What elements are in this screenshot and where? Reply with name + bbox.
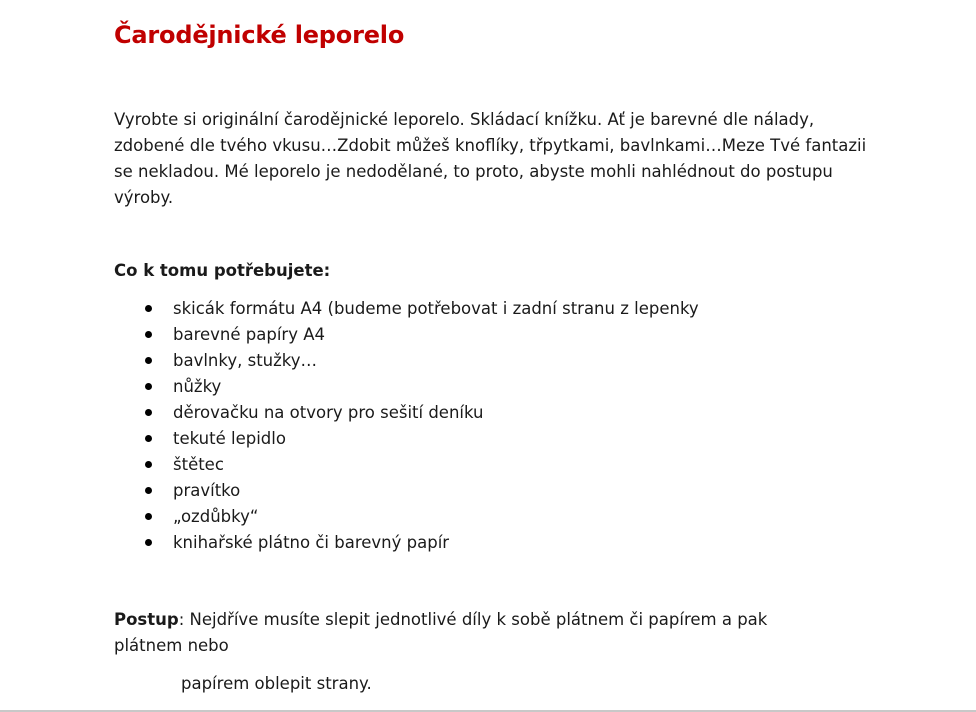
list-item-text: skicák formátu A4 (budeme potřebovat i zadní stranu z lepenky xyxy=(173,299,699,318)
bullet-icon xyxy=(145,357,152,364)
list-item-text: barevné papíry A4 xyxy=(173,325,325,344)
bullet-icon xyxy=(145,331,152,338)
bullet-icon xyxy=(145,409,152,416)
list-item xyxy=(114,322,699,348)
bullet-icon xyxy=(145,487,152,494)
procedure-paragraph xyxy=(114,607,834,659)
list-item-text: „ozdůbky“ xyxy=(173,507,259,526)
procedure-text: : Nejdříve musíte slepit jednotlivé díly k sobě plátnem či papírem a pak plátnem nebo xyxy=(114,610,768,655)
list-item-text: děrovačku na otvory pro sešití deníku xyxy=(173,403,484,422)
list-item xyxy=(114,400,699,426)
list-item xyxy=(114,296,699,322)
bullet-icon xyxy=(145,305,152,312)
list-item xyxy=(114,374,699,400)
list-item xyxy=(114,530,699,556)
list-item-text: pravítko xyxy=(173,481,241,500)
list-item xyxy=(114,452,699,478)
list-item xyxy=(114,504,699,530)
list-item xyxy=(114,348,699,374)
list-item-text: nůžky xyxy=(173,377,222,396)
list-item-text: tekuté lepidlo xyxy=(173,429,286,448)
procedure-label: Postup xyxy=(114,610,179,629)
bullet-icon xyxy=(145,513,152,520)
list-item-text: knihařské plátno či barevný papír xyxy=(173,533,450,552)
bullet-icon xyxy=(145,539,152,546)
intro-paragraph: Vyrobte si originální čarodějnické leporelo. Skládací knížku. Ať je barevné dle nálady, zdobené dle tvého vkusu…Zdobit můžeš knoflíky, třpytkami, bavlnkami…Meze Tvé fantazii se nekladou. Mé leporelo je nedodělané, to proto, abyste mohli nahlédnout do postupu výroby. xyxy=(114,110,867,207)
list-item xyxy=(114,426,699,452)
document-title: Čarodějnické leporelo xyxy=(114,21,405,49)
materials-heading: Co k tomu potřebujete: xyxy=(114,261,331,280)
list-item-text: štětec xyxy=(173,455,224,474)
materials-list xyxy=(114,296,699,556)
bullet-icon xyxy=(145,435,152,442)
list-item-text: bavlnky, stužky… xyxy=(173,351,318,370)
procedure-continuation: papírem oblepit strany. xyxy=(181,674,372,693)
bullet-icon xyxy=(145,461,152,468)
bullet-icon xyxy=(145,383,152,390)
list-item xyxy=(114,478,699,504)
